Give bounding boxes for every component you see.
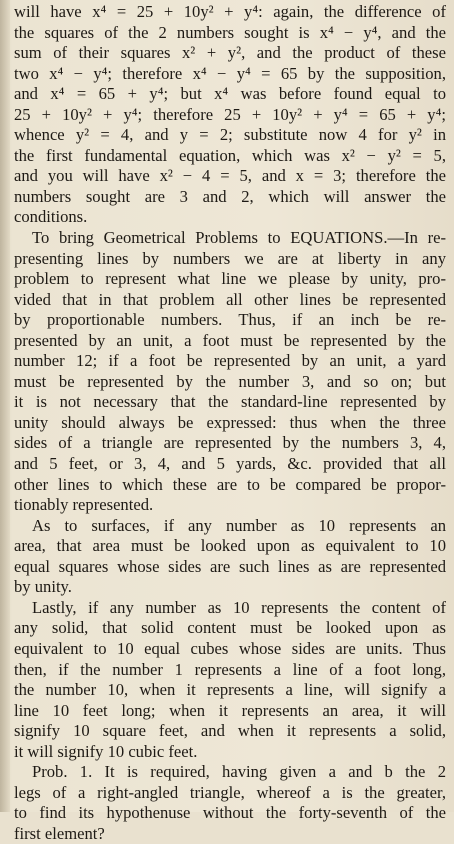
text-line: and x⁴ = 65 + y⁴; but x⁴ was before found equal to — [14, 84, 446, 104]
text-line: must be represented by the number 3, and so on; but — [14, 371, 446, 391]
text-line: legs of a right-angled triangle, whereof a is the greater, — [14, 782, 446, 802]
text-line: and you will have x² − 4 = 5, and x = 3; therefore the — [14, 166, 446, 186]
text-line: then, if the number 1 represents a line of a foot long, — [14, 659, 446, 679]
text-line: As to surfaces, if any number as 10 represents an — [32, 515, 446, 535]
text-line: by unity. — [14, 577, 72, 597]
text-line: sum of their squares x² + y², and the product of these — [14, 43, 446, 63]
text-line: it is not necessary that the standard-line represented by — [14, 392, 446, 412]
text-line: Lastly, if any number as 10 represents the content of — [32, 597, 446, 617]
text-line: any solid, that solid content must be looked upon as — [14, 618, 446, 638]
text-line: other lines to which these are to be compared be propor- — [14, 474, 446, 494]
text-line: presented by an unit, a foot must be represented by the — [14, 330, 446, 350]
text-line: the number 10, when it represents a line, will signify a — [14, 680, 446, 700]
text-line: the first fundamental equation, which was x² − y² = 5, — [14, 145, 446, 165]
text-line: by proportionable numbers. Thus, if an inch be re- — [14, 310, 446, 330]
text-line: will have x⁴ = 25 + 10y² + y⁴: again, the difference of — [14, 2, 446, 21]
text-line: unity should always be expressed: thus when the three — [14, 412, 446, 432]
page-text-body — [14, 2, 446, 844]
text-line: it will signify 10 cubic feet. — [14, 741, 198, 761]
text-line: To bring Geometrical Problems to EQUATIONS.—In re- — [32, 228, 446, 248]
text-line: problem to represent what line we please by unity, pro- — [14, 269, 446, 289]
text-line: to find its hypothenuse without the forty-seventh of the — [14, 803, 446, 823]
text-line: presenting lines by numbers we are at liberty in any — [14, 248, 446, 268]
text-line: signify 10 square feet, and when it represents a solid, — [14, 721, 446, 741]
text-line: and 5 feet, or 3, 4, and 5 yards, &c. provided that all — [14, 454, 446, 474]
text-line: equal squares whose sides are such lines as are represented — [14, 556, 446, 576]
text-line: Prob. 1. It is required, having given a and b the 2 — [32, 762, 446, 782]
text-line: the squares of the 2 numbers sought is x⁴ − y⁴, and the — [14, 22, 446, 42]
text-line: conditions. — [14, 207, 88, 227]
text-line: number 12; if a foot be represented by an unit, a yard — [14, 351, 446, 371]
text-line: area, that area must be looked upon as equivalent to 10 — [14, 536, 446, 556]
text-line: whence y² = 4, and y = 2; substitute now 4 for y² in — [14, 125, 446, 145]
text-line: line 10 feet long; when it represents an area, it will — [14, 700, 446, 720]
text-line: tionably represented. — [14, 495, 154, 515]
text-line: 25 + 10y² + y⁴; therefore 25 + 10y² + y⁴ = 65 + y⁴; — [14, 104, 446, 124]
text-line: vided that in that problem all other lines be represented — [14, 289, 446, 309]
text-line: two x⁴ − y⁴; therefore x⁴ − y⁴ = 65 by the supposition, — [14, 63, 446, 83]
text-line: first element? — [14, 823, 105, 843]
text-line: numbers sought are 3 and 2, which will answer the — [14, 186, 446, 206]
text-line: sides of a triangle are represented by the numbers 3, 4, — [14, 433, 446, 453]
page-gutter — [0, 0, 10, 812]
text-line: equivalent to 10 equal cubes whose sides are units. Thus — [14, 638, 446, 658]
